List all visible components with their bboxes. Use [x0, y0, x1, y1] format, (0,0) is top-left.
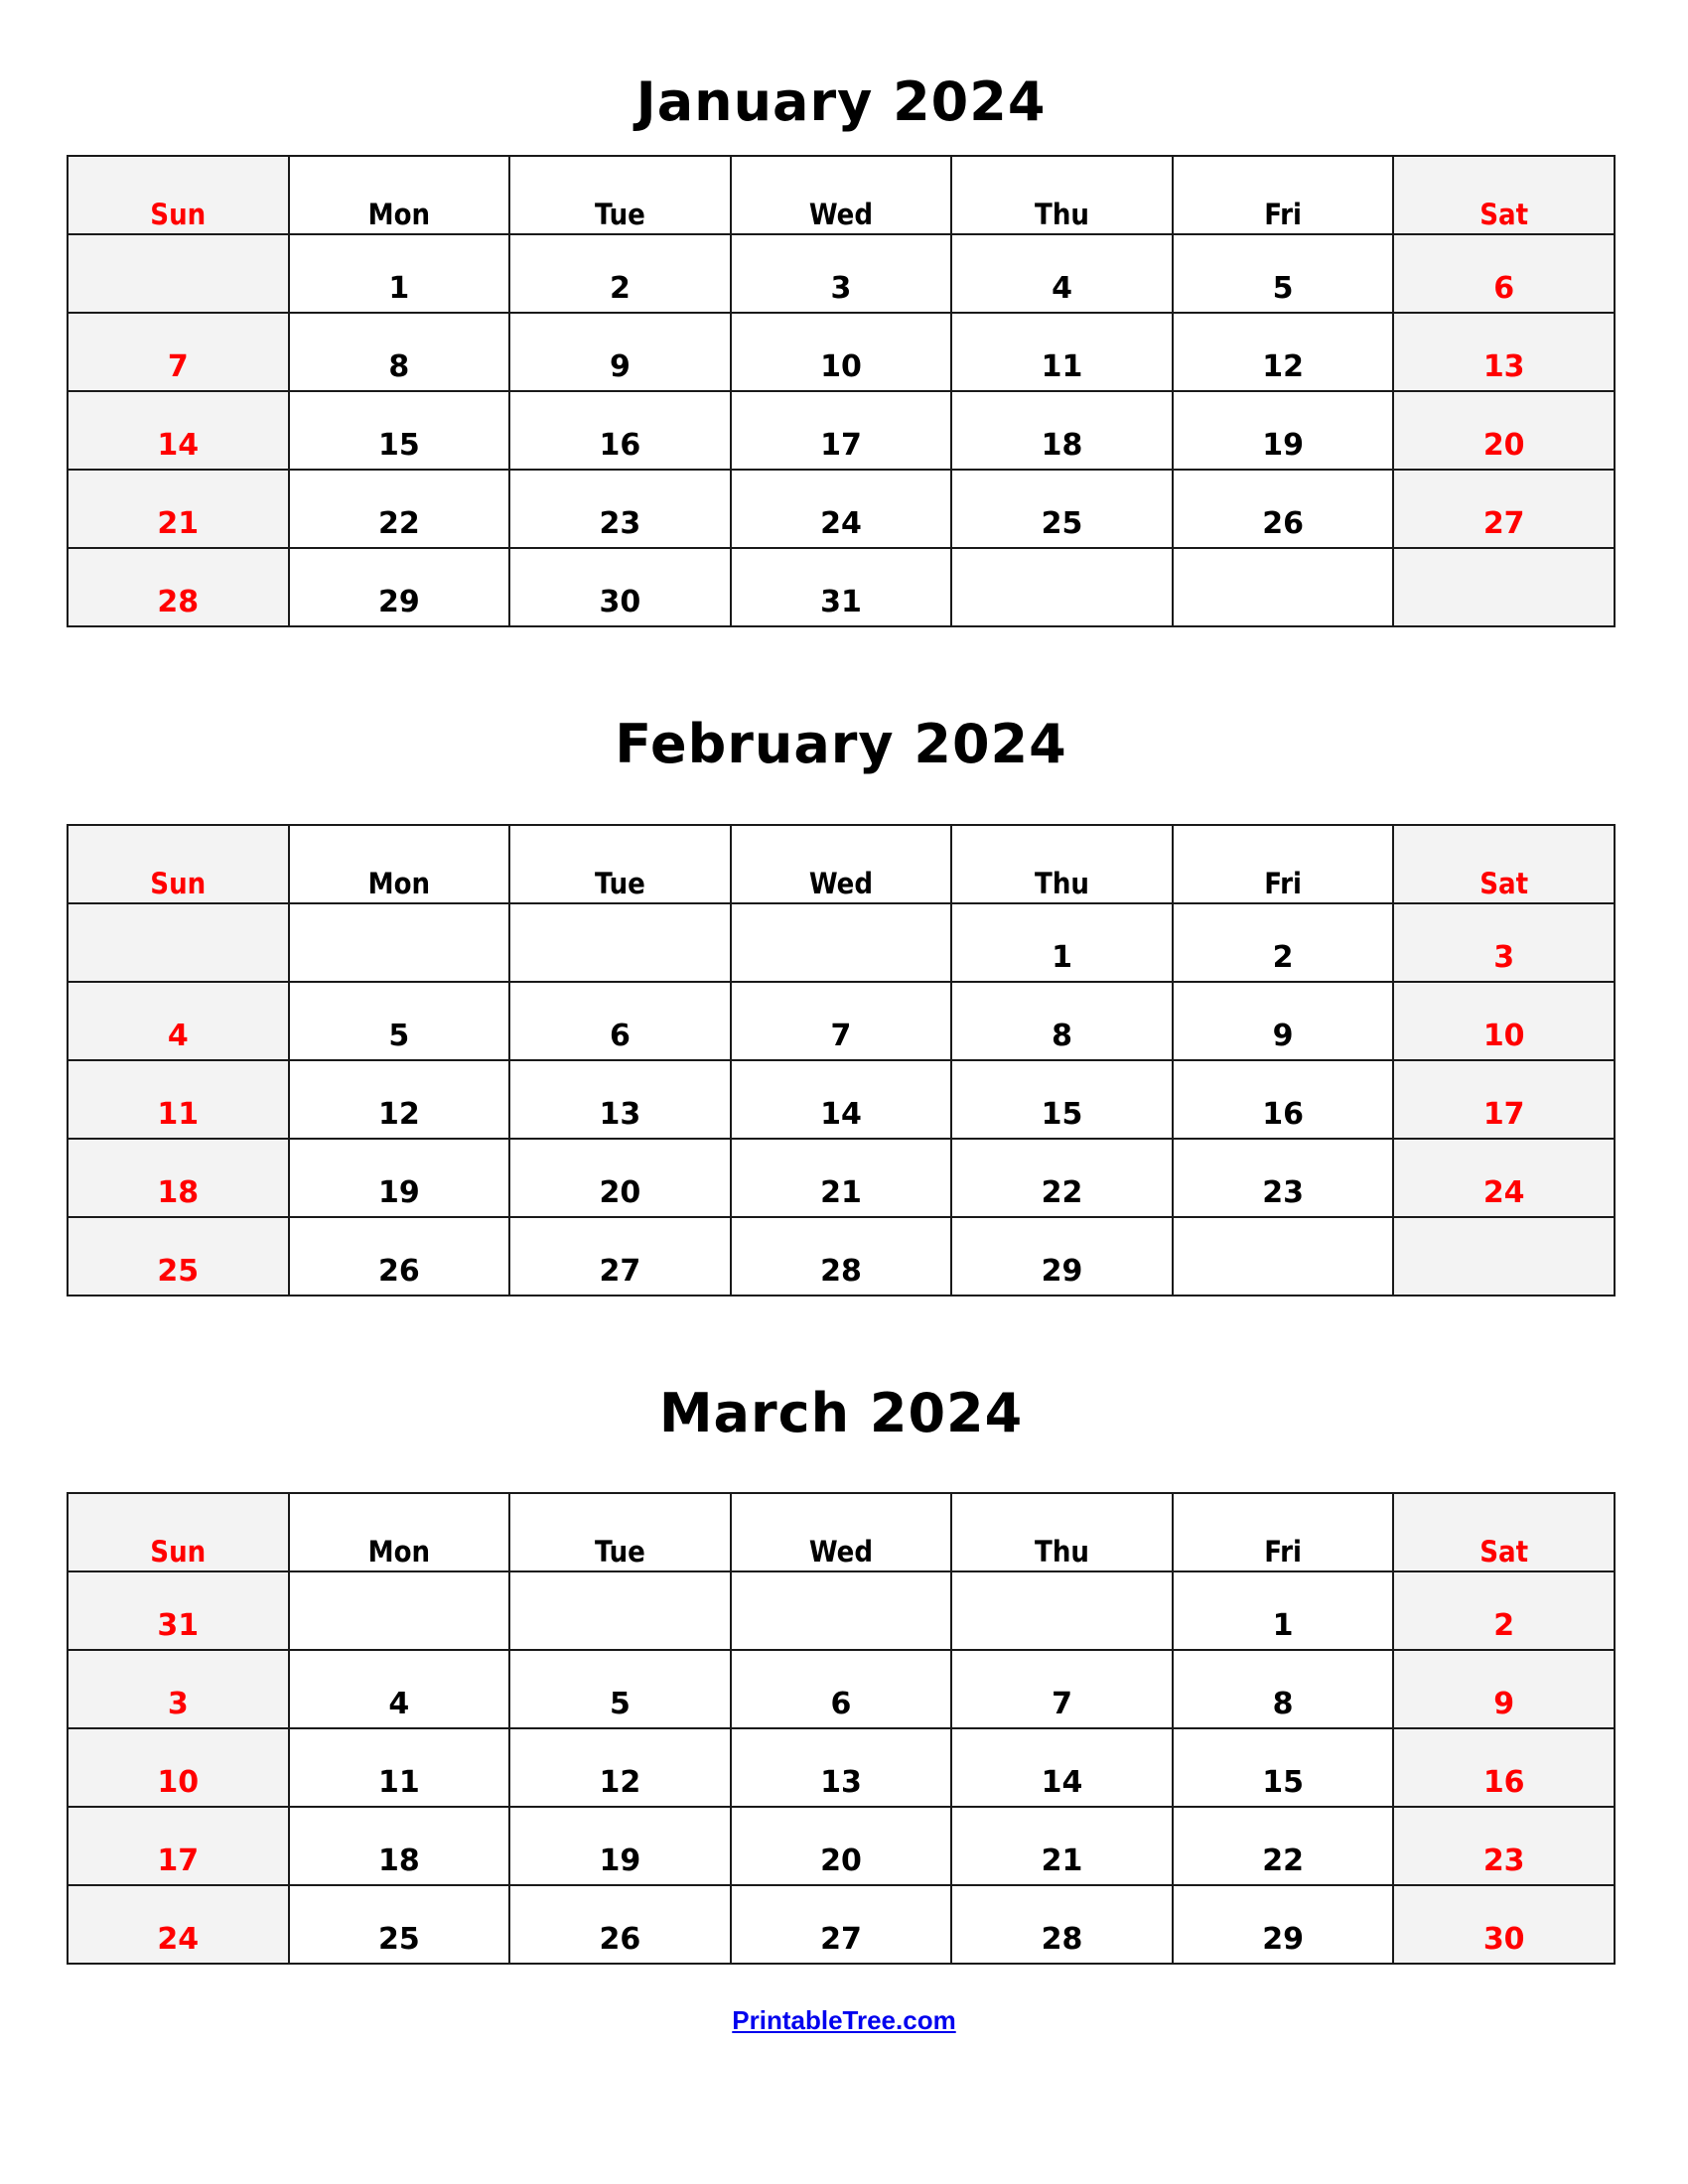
day-cell: 6	[731, 1650, 952, 1728]
day-cell: 22	[951, 1139, 1173, 1217]
day-cell: 18	[951, 391, 1173, 470]
week-row	[68, 234, 1615, 313]
day-cell: 9	[509, 313, 731, 391]
day-cell: 4	[951, 234, 1173, 313]
week-row	[68, 1728, 1615, 1807]
day-cell	[1393, 548, 1615, 626]
day-cell	[68, 234, 289, 313]
weekday-tue: Tue	[509, 1493, 731, 1571]
weekday-wed: Wed	[731, 825, 952, 903]
day-cell: 19	[289, 1139, 510, 1217]
weekday-thu: Thu	[951, 1493, 1173, 1571]
day-cell: 29	[951, 1217, 1173, 1296]
day-cell: 21	[68, 470, 289, 548]
day-cell: 14	[731, 1060, 952, 1139]
week-row	[68, 1060, 1615, 1139]
day-cell: 9	[1393, 1650, 1615, 1728]
day-cell: 21	[951, 1807, 1173, 1885]
day-cell: 19	[1173, 391, 1394, 470]
weekday-header-row	[68, 825, 1615, 903]
day-cell: 12	[1173, 313, 1394, 391]
day-cell: 12	[509, 1728, 731, 1807]
weekday-mon: Mon	[289, 1493, 510, 1571]
day-cell	[951, 1571, 1173, 1650]
weekday-header-row	[68, 1493, 1615, 1571]
day-cell: 19	[509, 1807, 731, 1885]
day-cell: 6	[509, 982, 731, 1060]
day-cell	[731, 1571, 952, 1650]
day-cell: 15	[289, 391, 510, 470]
day-cell: 16	[509, 391, 731, 470]
day-cell: 17	[1393, 1060, 1615, 1139]
weekday-sat: Sat	[1393, 825, 1615, 903]
day-cell: 25	[289, 1885, 510, 1964]
weekday-sat: Sat	[1393, 156, 1615, 234]
day-cell: 16	[1173, 1060, 1394, 1139]
day-cell: 31	[731, 548, 952, 626]
day-cell: 15	[951, 1060, 1173, 1139]
month-title: January 2024	[635, 70, 1047, 133]
week-row	[68, 903, 1615, 982]
weekday-fri: Fri	[1173, 1493, 1394, 1571]
day-cell	[289, 1571, 510, 1650]
weekday-mon: Mon	[289, 156, 510, 234]
weekday-thu: Thu	[951, 825, 1173, 903]
day-cell: 2	[509, 234, 731, 313]
day-cell: 26	[289, 1217, 510, 1296]
day-cell: 25	[68, 1217, 289, 1296]
weekday-fri: Fri	[1173, 156, 1394, 234]
day-cell: 5	[289, 982, 510, 1060]
day-cell: 27	[509, 1217, 731, 1296]
day-cell: 3	[68, 1650, 289, 1728]
week-row	[68, 1139, 1615, 1217]
day-cell: 23	[509, 470, 731, 548]
day-cell: 26	[1173, 470, 1394, 548]
day-cell: 23	[1393, 1807, 1615, 1885]
weekday-header-row	[68, 156, 1615, 234]
calendar-grid	[67, 1492, 1616, 1965]
week-row	[68, 1807, 1615, 1885]
printabletree-link[interactable]: PrintableTree.com	[732, 2005, 956, 2035]
weekday-sun: Sun	[68, 156, 289, 234]
day-cell: 29	[1173, 1885, 1394, 1964]
day-cell: 20	[1393, 391, 1615, 470]
day-cell: 6	[1393, 234, 1615, 313]
day-cell: 7	[68, 313, 289, 391]
day-cell: 14	[951, 1728, 1173, 1807]
day-cell: 13	[1393, 313, 1615, 391]
weekday-mon: Mon	[289, 825, 510, 903]
day-cell	[951, 548, 1173, 626]
day-cell: 15	[1173, 1728, 1394, 1807]
day-cell: 8	[289, 313, 510, 391]
day-cell: 5	[1173, 234, 1394, 313]
weekday-sun: Sun	[68, 825, 289, 903]
day-cell: 1	[1173, 1571, 1394, 1650]
weekday-sat: Sat	[1393, 1493, 1615, 1571]
week-row	[68, 470, 1615, 548]
day-cell: 5	[509, 1650, 731, 1728]
day-cell: 1	[951, 903, 1173, 982]
day-cell	[731, 903, 952, 982]
day-cell: 2	[1393, 1571, 1615, 1650]
day-cell	[1173, 1217, 1394, 1296]
day-cell: 30	[1393, 1885, 1615, 1964]
day-cell: 11	[951, 313, 1173, 391]
day-cell: 22	[289, 470, 510, 548]
day-cell: 28	[951, 1885, 1173, 1964]
weekday-tue: Tue	[509, 156, 731, 234]
day-cell: 26	[509, 1885, 731, 1964]
day-cell: 27	[1393, 470, 1615, 548]
day-cell: 8	[1173, 1650, 1394, 1728]
weekday-thu: Thu	[951, 156, 1173, 234]
day-cell: 31	[68, 1571, 289, 1650]
day-cell: 25	[951, 470, 1173, 548]
day-cell: 13	[509, 1060, 731, 1139]
day-cell: 13	[731, 1728, 952, 1807]
day-cell: 24	[1393, 1139, 1615, 1217]
day-cell: 20	[509, 1139, 731, 1217]
day-cell: 23	[1173, 1139, 1394, 1217]
day-cell: 3	[731, 234, 952, 313]
day-cell: 10	[731, 313, 952, 391]
week-row	[68, 1571, 1615, 1650]
calendar-grid	[67, 824, 1616, 1297]
day-cell	[68, 903, 289, 982]
day-cell: 11	[68, 1060, 289, 1139]
day-cell: 28	[731, 1217, 952, 1296]
day-cell: 12	[289, 1060, 510, 1139]
week-row	[68, 548, 1615, 626]
weekday-wed: Wed	[731, 156, 952, 234]
week-row	[68, 1650, 1615, 1728]
day-cell: 4	[68, 982, 289, 1060]
weekday-sun: Sun	[68, 1493, 289, 1571]
day-cell: 10	[1393, 982, 1615, 1060]
day-cell: 18	[289, 1807, 510, 1885]
day-cell	[1173, 548, 1394, 626]
week-row	[68, 391, 1615, 470]
day-cell: 16	[1393, 1728, 1615, 1807]
day-cell: 21	[731, 1139, 952, 1217]
day-cell: 4	[289, 1650, 510, 1728]
month-title: March 2024	[658, 1382, 1024, 1444]
weekday-wed: Wed	[731, 1493, 952, 1571]
day-cell: 9	[1173, 982, 1394, 1060]
day-cell: 14	[68, 391, 289, 470]
day-cell: 27	[731, 1885, 952, 1964]
day-cell: 24	[731, 470, 952, 548]
day-cell: 7	[731, 982, 952, 1060]
day-cell: 11	[289, 1728, 510, 1807]
day-cell	[289, 903, 510, 982]
day-cell: 20	[731, 1807, 952, 1885]
day-cell	[1393, 1217, 1615, 1296]
day-cell: 3	[1393, 903, 1615, 982]
weekday-fri: Fri	[1173, 825, 1394, 903]
day-cell: 8	[951, 982, 1173, 1060]
day-cell	[509, 1571, 731, 1650]
day-cell: 2	[1173, 903, 1394, 982]
day-cell: 18	[68, 1139, 289, 1217]
day-cell: 17	[68, 1807, 289, 1885]
day-cell: 28	[68, 548, 289, 626]
day-cell: 10	[68, 1728, 289, 1807]
day-cell: 24	[68, 1885, 289, 1964]
day-cell: 30	[509, 548, 731, 626]
day-cell: 1	[289, 234, 510, 313]
week-row	[68, 1885, 1615, 1964]
month-title: February 2024	[615, 713, 1067, 775]
day-cell: 29	[289, 548, 510, 626]
day-cell: 22	[1173, 1807, 1394, 1885]
weekday-tue: Tue	[509, 825, 731, 903]
week-row	[68, 313, 1615, 391]
day-cell: 17	[731, 391, 952, 470]
day-cell: 7	[951, 1650, 1173, 1728]
calendar-grid	[67, 155, 1616, 627]
week-row	[68, 982, 1615, 1060]
day-cell	[509, 903, 731, 982]
week-row	[68, 1217, 1615, 1296]
